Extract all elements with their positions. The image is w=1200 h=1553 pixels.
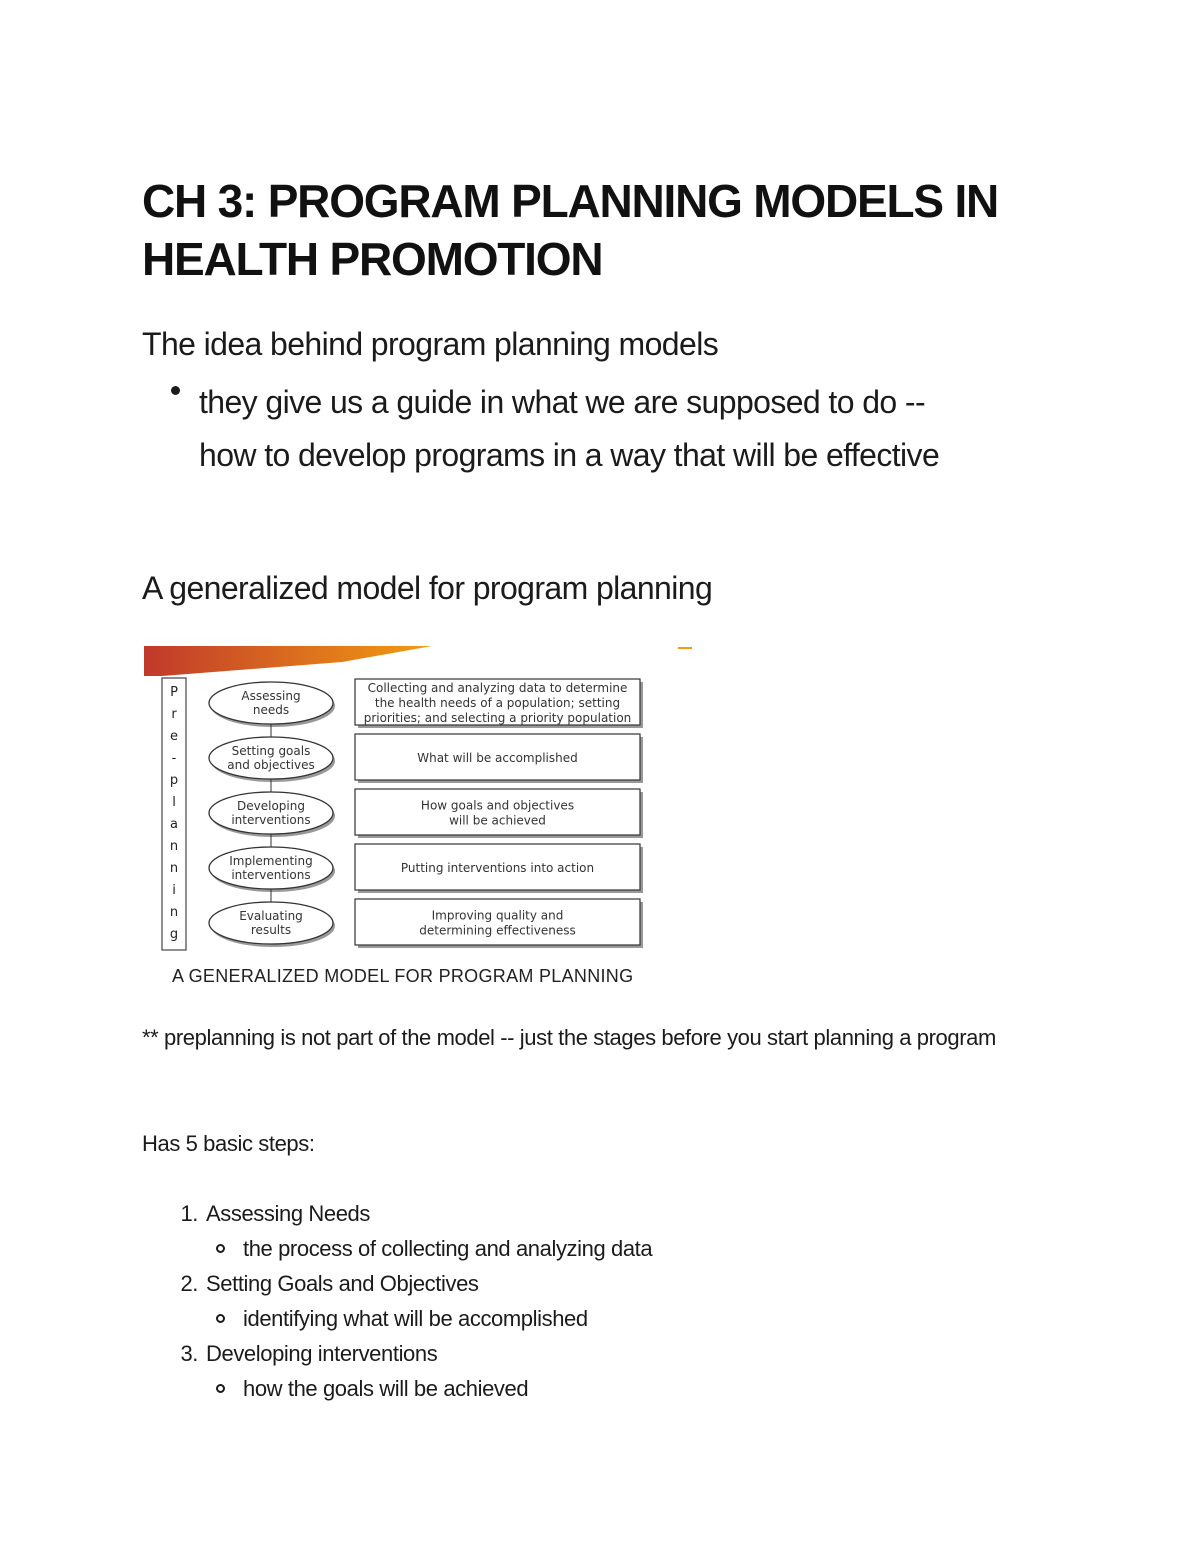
stage-box-text: What will be accomplished [417,751,578,765]
preplanning-letters [170,685,178,942]
preplanning-letter: p [169,773,179,788]
step-detail: identifying what will be accomplished [243,1306,588,1331]
circle-bullet-icon [216,1314,225,1323]
steps-list [142,1196,652,1406]
preplanning-letter: r [171,707,177,722]
preplanning-note: ** preplanning is not part of the model -- just the stages before you start planning a program [142,1025,996,1050]
preplanning-letter: e [170,729,178,744]
preplanning-letter: i [172,883,176,898]
stage-oval-label: Implementing [229,854,313,868]
list-item [142,1231,652,1266]
preplanning-letter: a [170,817,178,832]
section-heading-model: A generalized model for program planning [142,570,713,606]
stage-oval-label: interventions [231,868,311,882]
stage-box-text: Improving quality and [431,908,564,923]
preplanning-letter: n [169,905,179,920]
preplanning-letter: l [172,795,176,810]
list-item [142,429,1079,482]
step-number: 3. [180,1341,198,1366]
preplanning-letter: n [169,839,179,854]
bullet-line-2: how to develop programs in a way that will be effective [199,437,940,473]
stage-box-text: How goals and objectives [420,798,575,813]
list-item [142,1371,652,1406]
circle-bullet-icon [216,1384,225,1393]
step-label: Assessing Needs [206,1201,370,1226]
stage-oval-label: Evaluating [239,909,303,923]
step-number: 1. [180,1201,198,1226]
list-item [142,1266,652,1336]
steps-intro: Has 5 basic steps: [142,1131,315,1156]
model-diagram [142,640,702,960]
preplanning-letter: n [169,861,179,876]
stage-oval-label: results [250,923,292,937]
step-detail: how the goals will be achieved [243,1376,529,1401]
stage-box-text: Collecting and analyzing data to determine [367,681,628,695]
figure-caption: A GENERALIZED MODEL FOR PROGRAM PLANNING [172,966,634,986]
stage-oval-label: Assessing [241,689,301,703]
title-line-2: HEALTH PROMOTION [142,233,603,285]
list-item [142,376,1079,429]
stage-box-text: will be achieved [449,813,546,828]
page-title [142,172,1062,288]
step-label: Developing interventions [206,1341,438,1366]
bullet-icon [171,386,180,395]
idea-bullet-list [142,376,1079,482]
list-item [142,1301,652,1336]
stage-oval-label: needs [252,703,290,717]
title-line-1: CH 3: PROGRAM PLANNING MODELS IN [142,175,999,227]
preplanning-letter: - [171,751,177,766]
stage-box-text: the health needs of a population; setting [374,696,621,710]
stage-oval-label: interventions [231,813,311,827]
step-label: Setting Goals and Objectives [206,1271,479,1296]
stage-box-text: determining effectiveness [419,923,576,938]
list-item [142,1196,652,1266]
preplanning-letter: g [169,927,179,942]
stage-oval-label: Setting goals [231,744,311,758]
section-heading-idea: The idea behind program planning models [142,326,719,362]
stages-group [209,679,643,948]
stage-oval-label: and objectives [227,758,315,772]
bullet-line-1: they give us a guide in what we are supposed to do -- [199,384,925,420]
preplanning-letter: P [170,685,178,700]
stage-box-text: Putting interventions into action [400,861,595,875]
step-number: 2. [180,1271,198,1296]
step-detail: the process of collecting and analyzing data [243,1236,653,1261]
program-planning-figure [142,640,702,1000]
circle-bullet-icon [216,1244,225,1253]
header-banner [144,646,432,676]
list-item [142,1336,652,1406]
stage-oval-label: Developing [237,799,305,813]
stage-box-text: priorities; and selecting a priority population [363,711,632,725]
